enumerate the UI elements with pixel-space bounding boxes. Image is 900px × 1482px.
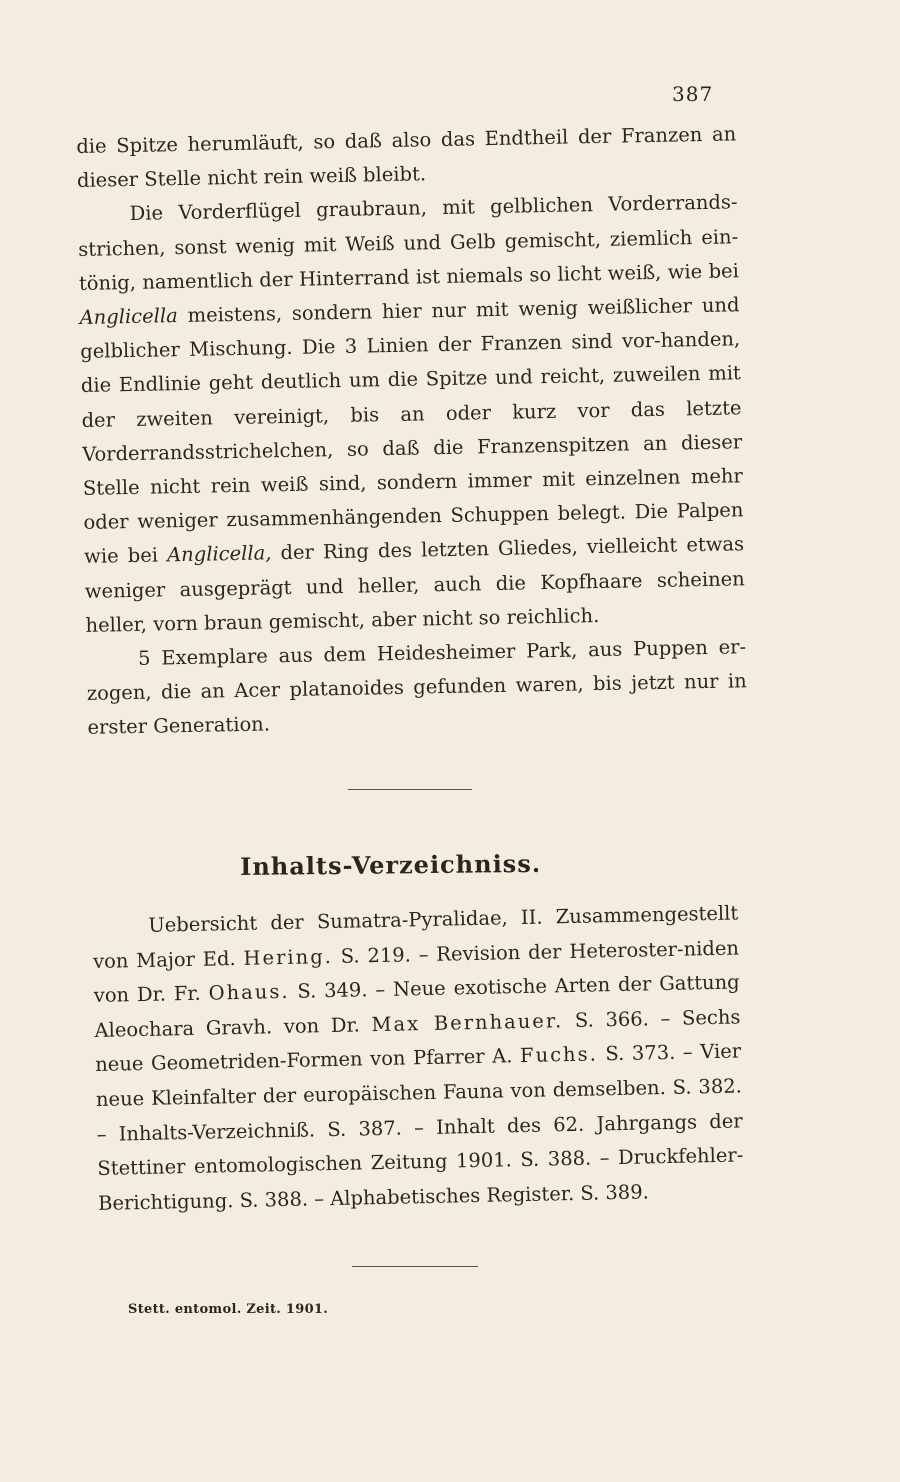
paragraph-3: 5 Exemplare aus dem Heidesheimer Park, aus Puppen er-zogen, die an Acer platanoides gefunden waren, bis jetzt nur in erster Generation. xyxy=(86,635,747,740)
page-number: 387 xyxy=(672,82,714,106)
contents-text-segment: S. 349. – Neue exotische Arten der Gattung Aleochara Gravh. von Dr. xyxy=(94,970,740,1042)
body-text xyxy=(76,117,748,745)
contents-text-segment: S. 366. – Sechs neue Geometriden-Formen von Pfarrer A. xyxy=(95,1005,741,1077)
paragraph-1: die Spitze herumläuft, so daß also das Endtheil der Franzen an dieser Stelle nicht rein weiß bleibt. xyxy=(76,122,737,193)
italic-species-name: Anglicella xyxy=(79,304,178,329)
footer-divider xyxy=(352,1266,478,1267)
italic-species-name: Anglicella, xyxy=(166,541,272,567)
paragraph-2-part-a: Die Vorderflügel graubraun, mit gelblichen Vorderrands-strichen, sonst wenig mit Weiß und Gelb gemischt, ziemlich ein-tönig, namentlich der Hinterrand ist niemals so licht weiß, wie bei xyxy=(78,190,740,295)
author-name: Max Bernhauer. xyxy=(371,1008,564,1036)
paragraph-2-part-c: meistens, sondern hier nur mit wenig weißlicher und gelblicher Mischung. Die 3 Linien der Franzen sind vor-handen, die Endlinie geht deutlich um die Spitze und reicht, zuweilen mit der zweiten vereinigt, bis an oder kurz vor das letzte Vorderrandsstrichelchen, so daß die Franzenspitzen an dieser Stelle nicht rein weiß sind, sondern immer mit einzelnen mehr oder weniger zusammenhängenden Schuppen belegt. Die Palpen wie bei xyxy=(80,293,744,569)
contents-paragraph xyxy=(92,896,744,1221)
contents-list xyxy=(92,896,744,1221)
contents-text-segment: S. 373. – Vier neue Kleinfalter der europäischen Fauna von demselben. S. 382. – Inhalts-Verzeichniß. S. 387. – Inhalt des 62. Jahrgangs der Stettiner entomologischen Zeitung 1901. S. 388. – Druckfehler-Berichtigung. S. 388. – Alphabetisches Register. S. 389. xyxy=(95,1039,744,1215)
paragraph-2-part-e: der Ring des letzten Gliedes, vielleicht etwas weniger ausgeprägt und heller, auch die Kopfhaare scheinen heller, vorn braun gemischt, aber nicht so reichlich. xyxy=(84,532,745,637)
section-divider xyxy=(348,789,472,790)
contents-text-segment: S. 219. – Revision der Heteroster-niden von Dr. Fr. xyxy=(93,936,740,1008)
paragraph-2 xyxy=(77,186,745,643)
author-name: Hering. xyxy=(243,944,334,970)
contents-heading: Inhalts-Verzeichniss. xyxy=(240,848,542,881)
footer-signature: Stett. entomol. Zeit. 1901. xyxy=(128,1302,329,1317)
author-name: Ohaus. xyxy=(208,980,290,1005)
contents-text-segment: Uebersicht der Sumatra-Pyralidae, II. Zusammengestellt von Major Ed. xyxy=(92,901,739,973)
author-name: Fuchs. xyxy=(519,1042,599,1068)
